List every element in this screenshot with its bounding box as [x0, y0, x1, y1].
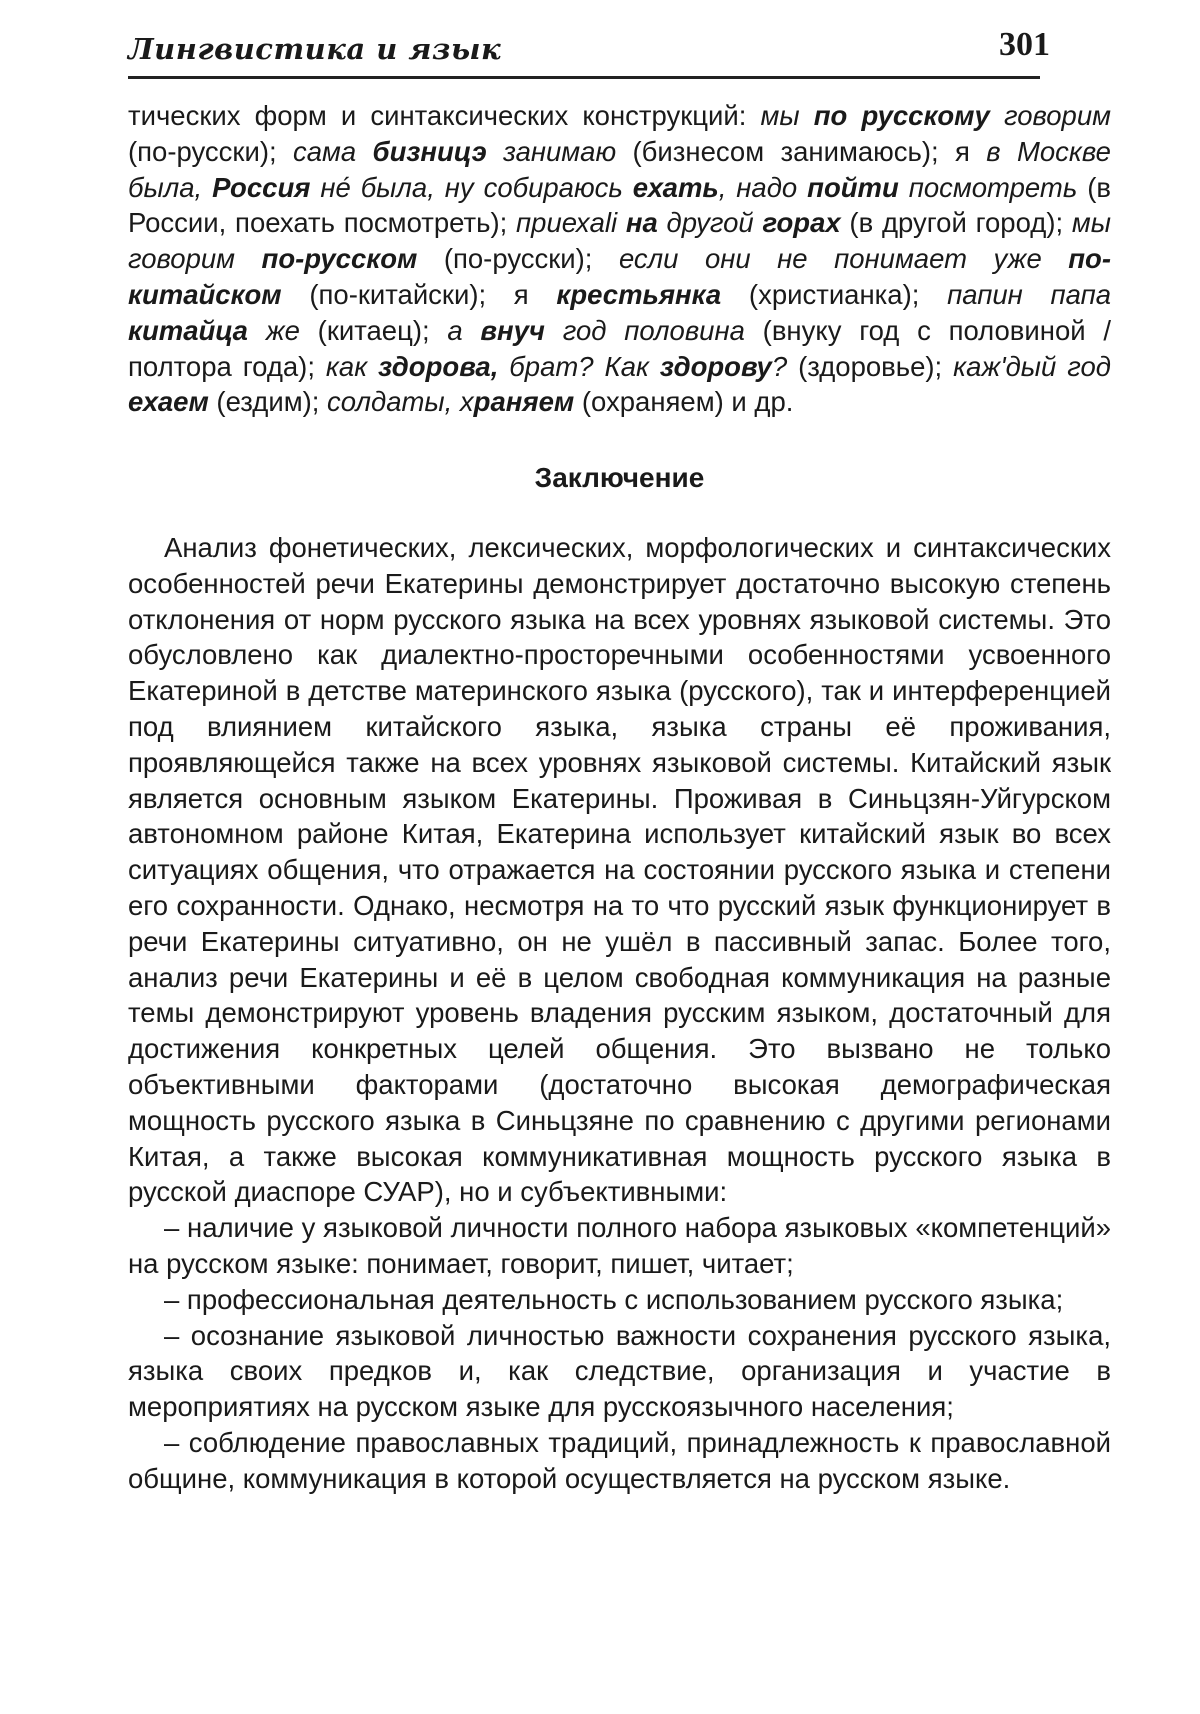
example-phrase: занимаю	[486, 135, 617, 167]
page-number: 301	[999, 26, 1050, 63]
emphasized-word: раняем	[473, 386, 575, 418]
example-phrase: ?	[771, 350, 788, 382]
plain-text: (китаец);	[299, 314, 448, 346]
example-phrase	[128, 315, 248, 346]
example-phrase: папин папа	[947, 278, 1111, 310]
plain-text: (бизнесом занимаюсь); я	[616, 135, 987, 167]
example-phrase	[128, 386, 209, 417]
plain-text: (ездим);	[208, 386, 328, 418]
emphasized-word: по-русском	[261, 243, 418, 275]
example-phrase: в Москве былa,	[128, 135, 1111, 203]
example-phrase: сама	[292, 135, 373, 167]
example-phrase: , надо	[718, 171, 808, 203]
example-phrase: же	[247, 314, 300, 346]
plain-text: (здоровье);	[787, 350, 954, 382]
emphasized-word: на	[625, 207, 658, 239]
example-phrase: говорим	[989, 100, 1111, 131]
example-phrase: год половина	[544, 314, 745, 346]
example-phrase	[626, 207, 658, 238]
example-phrase: не́ былa, ну собираюсь	[310, 171, 633, 203]
running-header	[128, 26, 1050, 79]
section-heading: Заключение	[534, 462, 705, 493]
example-phrase	[807, 172, 899, 203]
emphasized-word: пойти	[807, 171, 899, 203]
example-phrase: мы	[760, 100, 814, 131]
example-phrase: солдаты, х	[327, 386, 474, 418]
list-item: – соблюдение православных традиций, принадлежность к православной общине, коммуникация в которой осуществляется на русском языке.	[128, 1426, 1111, 1494]
example-phrase	[814, 100, 990, 131]
example-phrase: другой	[657, 207, 763, 239]
emphasized-word: внуч	[480, 314, 545, 346]
list-item: – профессиональная деятельность с использованием русского языка;	[164, 1283, 1064, 1315]
emphasized-word: здорову	[659, 350, 772, 382]
plain-text: (христианка);	[721, 278, 948, 310]
conclusion-list	[128, 1210, 1111, 1496]
list-item: – наличие у языковой личности полного набора языковых «компетенций» на русском языке: понимает, говорит, пишет, читает;	[128, 1212, 1111, 1279]
emphasized-word: Россия	[212, 171, 311, 203]
example-phrase	[373, 136, 487, 167]
example-phrase: как	[325, 350, 379, 382]
emphasized-word: ехать	[632, 171, 719, 203]
emphasized-word: здорова,	[378, 350, 499, 382]
emphasized-word: китайца	[128, 314, 248, 346]
example-phrase: приехali	[516, 207, 626, 239]
example-phrase	[633, 172, 719, 203]
plain-text: (в России, поехать посмотреть);	[128, 171, 1111, 239]
examples-paragraph-text	[128, 98, 1111, 420]
conclusion-section	[128, 530, 1111, 1497]
plain-text: (по-русски);	[128, 135, 293, 167]
emphasized-word: бизницэ	[372, 135, 487, 167]
example-phrase: а	[447, 314, 481, 346]
plain-text: (охраняем) и др.	[574, 386, 794, 418]
emphasized-word: горах	[762, 207, 841, 239]
example-phrase	[262, 243, 418, 274]
plain-text: тических форм и синтаксических конструкций:	[128, 100, 761, 131]
conclusion-paragraph: Анализ фонетических, лексических, морфологических и синтаксических особенностей речи Екатерины демонстрирует достаточно высокую степень отклонения от норм русского языка на всех уровнях языковой системы. Это обусловлено как диалектно-просторечными особенностями усвоенного Екатериной в детстве материнского языка (русского), так и интерференцией под влиянием китайского языка, языка страны её проживания, проявляющейся также на всех уровнях языковой системы. Китайский язык является основным языком Екатерины. Проживая в Синьцзян-Уйгурском автономном районе Китая, Екатерина использует китайский язык во всех ситуациях общения, что отражается на состоянии русского языка и степени его сохранности. Однако, несмотря на то что русский язык функционирует в речи Екатерины ситуативно, он не ушёл в пассивный запас. Более того, анализ речи Екатерины и её в целом свободная коммуникация на разные темы демонстрируют уровень владения русским языком, достаточный для достижения конкретных целей общения. Это вызвано не только объективными факторами (достаточно высокая демографическая мощность русского языка в Синьцзяне по сравнению с другими регионами Китая, а также высокая коммуникативная мощность русского языка в русской диаспоре СУАР), но и субъективными:	[128, 532, 1111, 1208]
example-phrase: брат? Как	[498, 350, 660, 382]
example-phrase: посмотреть	[898, 171, 1078, 203]
example-phrase: мы говорим	[128, 207, 1111, 275]
example-phrase	[660, 351, 772, 382]
running-title: Лингвистика и язык	[128, 32, 502, 66]
example-phrase	[378, 351, 498, 382]
example-phrase	[480, 315, 545, 346]
plain-text: (по-русски);	[417, 243, 619, 275]
examples-paragraph	[128, 98, 1111, 420]
emphasized-word: ехаем	[128, 386, 209, 418]
example-phrase: каж'дый год	[953, 350, 1111, 382]
emphasized-word: по-китайском	[128, 243, 1111, 310]
example-phrase	[762, 207, 840, 238]
plain-text: (внуку год с половиной / полтора года);	[128, 314, 1111, 382]
plain-text: (по-китайски); я	[281, 278, 557, 310]
list-item: – осознание языковой личностью важности сохранения русского языка, языка своих предков и, как следствие, организация и участие в мероприятиях на русском языке для русскоязычного населения;	[128, 1319, 1111, 1423]
emphasized-word: крестьянка	[556, 278, 722, 310]
example-phrase	[556, 279, 721, 310]
example-phrase	[474, 386, 575, 417]
plain-text: (в другой город);	[840, 207, 1072, 239]
example-phrase	[212, 172, 310, 203]
emphasized-word: по русскому	[813, 100, 990, 131]
example-phrase: если они не понимает уже	[618, 243, 1069, 275]
